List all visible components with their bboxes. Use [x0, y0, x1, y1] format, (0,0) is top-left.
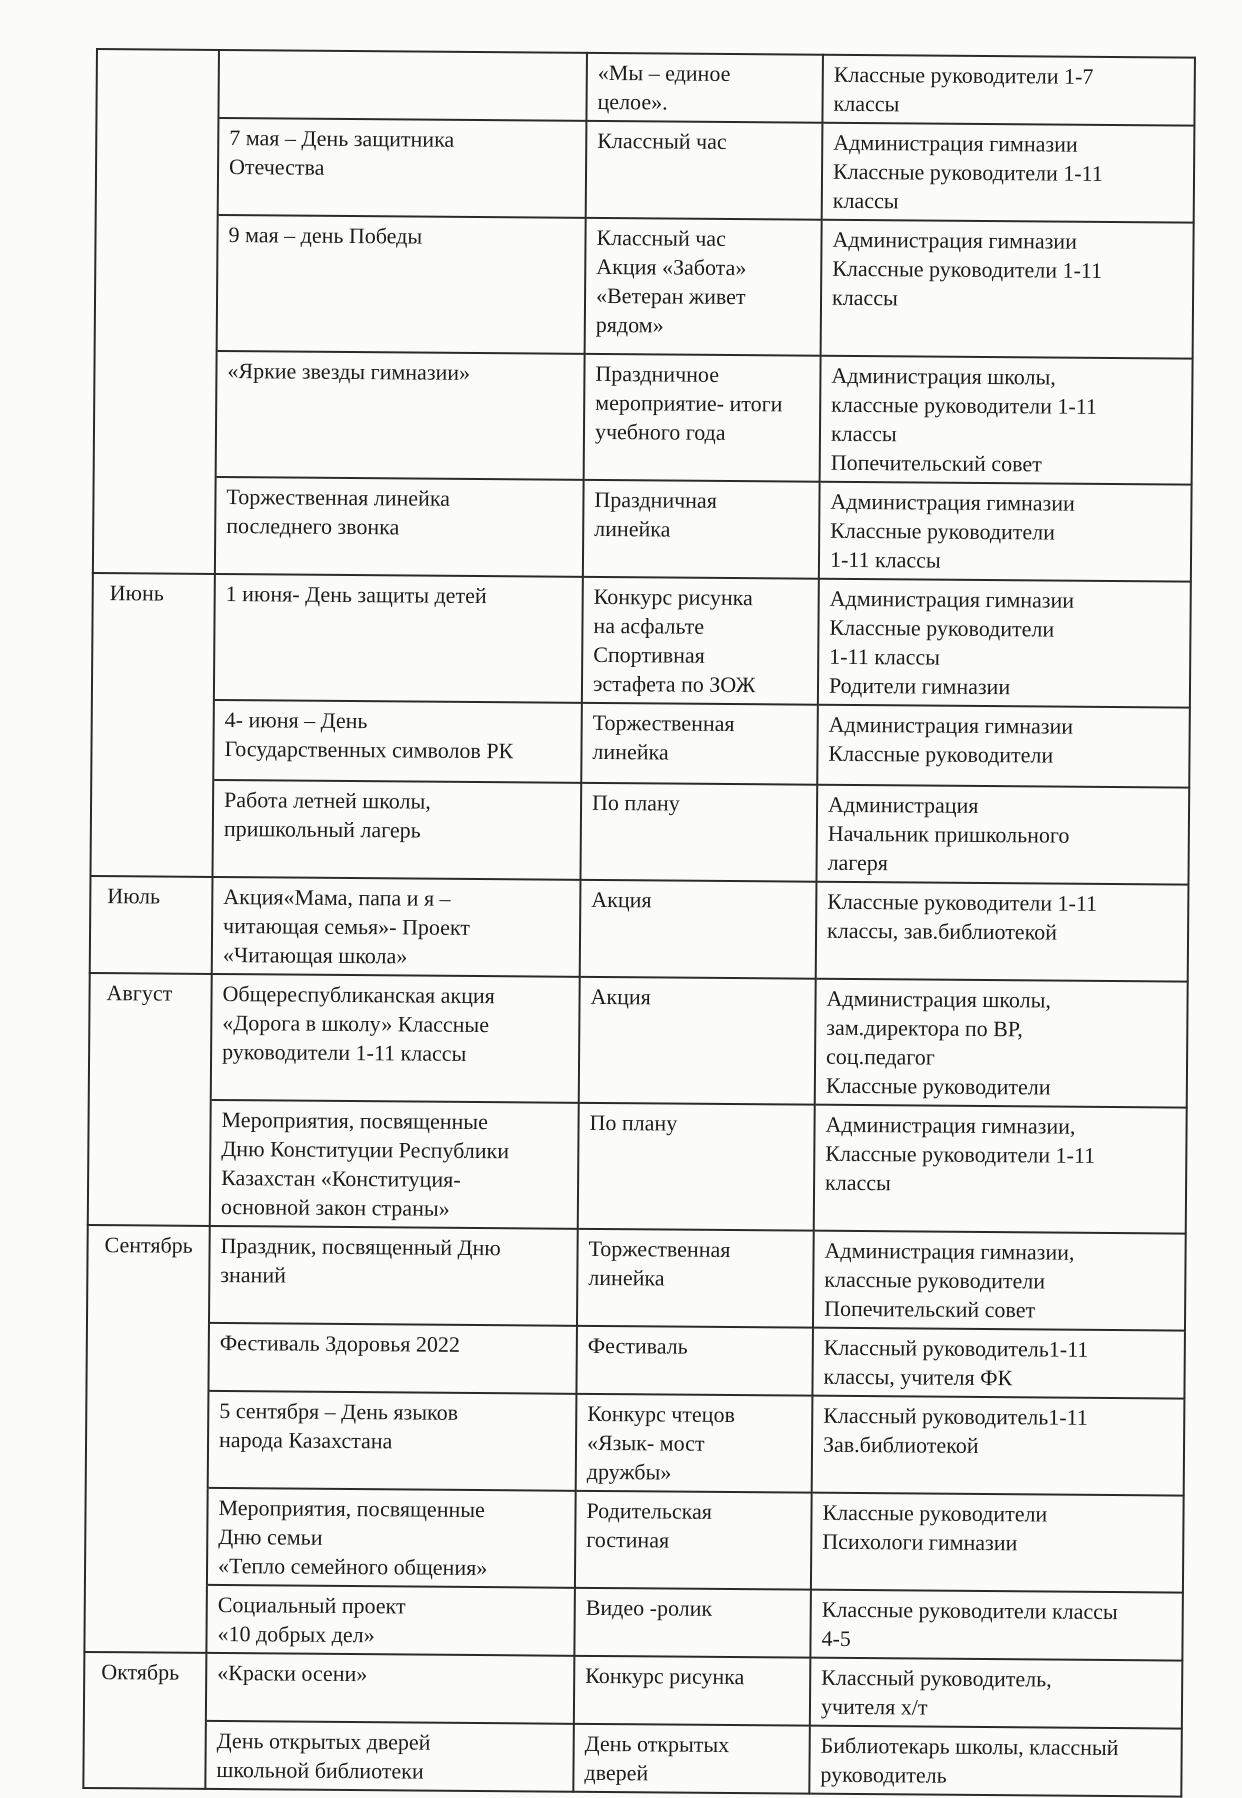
- event-cell: Мероприятия, посвященные Дню Конституции Республики Казахстан «Конституция- основной закон страны»: [210, 1100, 579, 1229]
- responsible-cell: Библиотекарь школы, классный руководитель: [809, 1726, 1182, 1797]
- month-cell: Август: [89, 973, 212, 1100]
- month-cell: [86, 1322, 209, 1391]
- event-cell: Праздник, посвященный Дню знаний: [209, 1226, 578, 1326]
- form-cell: По плану: [580, 783, 817, 882]
- event-cell: 4- июня – День Государственных символов РК: [213, 700, 582, 783]
- responsible-cell: Администрация Начальник пришкольного лагеря: [816, 785, 1189, 885]
- event-cell: «Краски осени»: [206, 1653, 575, 1724]
- form-cell: День открытых дверей: [573, 1724, 810, 1794]
- month-cell: Сентябрь: [87, 1225, 210, 1323]
- month-cell: [94, 350, 217, 477]
- form-cell: По плану: [578, 1103, 815, 1231]
- responsible-cell: Классные руководители Психологи гимназии: [811, 1493, 1184, 1593]
- responsible-cell: Администрация гимназии Классные руководители: [817, 705, 1190, 788]
- event-cell: Акция«Мама, папа и я – читающая семья»- Проект «Читающая школа»: [212, 877, 581, 977]
- form-cell: Конкурс чтецов «Язык- мост дружбы»: [576, 1394, 813, 1493]
- form-cell: Праздничное мероприятие- итоги учебного года: [584, 354, 821, 482]
- event-cell: Общереспубликанская акция «Дорога в школу» Классные руководители 1-11 классы: [211, 974, 580, 1103]
- events-plan-table: [82, 48, 1196, 1798]
- month-cell: [83, 1720, 206, 1789]
- form-cell: Акция: [579, 977, 816, 1105]
- event-cell: Фестиваль Здоровья 2022: [208, 1323, 577, 1394]
- responsible-cell: Администрация школы, классные руководители 1-11 классы Попечительский совет: [820, 356, 1193, 485]
- form-cell: Акция: [580, 880, 817, 979]
- form-cell: Торжественная линейка: [577, 1229, 814, 1328]
- responsible-cell: Администрация школы, зам.директора по ВР, соц.педагог Классные руководители: [815, 979, 1188, 1108]
- responsible-cell: Администрация гимназии, Классные руководители 1-11 классы: [814, 1105, 1187, 1234]
- table-row: [86, 1390, 1185, 1496]
- form-cell: Видео -ролик: [574, 1588, 811, 1658]
- month-cell: [84, 1584, 207, 1653]
- month-cell: [96, 49, 219, 118]
- table-row: [87, 1225, 1186, 1331]
- responsible-cell: Классные руководители классы 4-5: [810, 1590, 1183, 1661]
- table-row: [86, 1322, 1185, 1399]
- table-row: [95, 214, 1194, 359]
- month-cell: [86, 1390, 209, 1488]
- table-row: [96, 49, 1195, 126]
- responsible-cell: Администрация гимназии Классные руководители 1-11 классы: [819, 482, 1192, 582]
- event-cell: Торжественная линейка последнего звонка: [215, 477, 584, 577]
- responsible-cell: Классный руководитель, учителя х/т: [810, 1658, 1183, 1729]
- month-cell: Октябрь: [84, 1652, 207, 1721]
- form-cell: Родительская гостиная: [575, 1491, 812, 1590]
- event-cell: Социальный проект «10 добрых дел»: [206, 1585, 575, 1656]
- month-cell: [93, 476, 216, 574]
- table-row: [94, 350, 1193, 485]
- month-cell: [85, 1487, 208, 1585]
- event-cell: День открытых дверей школьной библиотеки: [205, 1721, 574, 1792]
- responsible-cell: Классный руководитель1-11 Зав.библиотекой: [812, 1396, 1185, 1496]
- responsible-cell: Администрация гимназии Классные руководители 1-11 классы: [822, 123, 1195, 223]
- month-cell: [90, 779, 213, 877]
- form-cell: Конкурс рисунка на асфальте Спортивная эстафета по ЗОЖ: [582, 577, 819, 705]
- form-cell: «Мы – единое целое».: [586, 53, 823, 123]
- event-cell: «Яркие звезды гимназии»: [216, 351, 585, 480]
- table-row: [91, 699, 1190, 788]
- table-row: [84, 1584, 1183, 1661]
- event-cell: [218, 50, 587, 121]
- form-cell: Праздничная линейка: [583, 480, 820, 579]
- month-cell: [91, 699, 214, 780]
- table-row: [84, 1652, 1183, 1729]
- month-cell: Июль: [90, 876, 213, 974]
- form-cell: Классный час Акция «Забота» «Ветеран живет рядом»: [585, 218, 822, 356]
- month-cell: [96, 117, 219, 215]
- table-row: [92, 573, 1191, 708]
- table-row: [90, 779, 1189, 885]
- responsible-cell: Администрация гимназии Классные руководители 1-11 классы Родители гимназии: [818, 579, 1191, 708]
- month-cell: Июнь: [92, 573, 215, 700]
- responsible-cell: Классные руководители 1-7 классы: [822, 55, 1195, 126]
- table-row: [89, 973, 1188, 1108]
- event-cell: 5 сентября – День языков народа Казахстана: [208, 1391, 577, 1491]
- form-cell: Фестиваль: [576, 1326, 813, 1396]
- form-cell: Торжественная линейка: [581, 703, 818, 785]
- table-row: [88, 1099, 1187, 1234]
- event-cell: Мероприятия, посвященные Дню семьи «Тепло семейного общения»: [207, 1488, 576, 1588]
- responsible-cell: Администрация гимназии, классные руководители Попечительский совет: [813, 1231, 1186, 1331]
- form-cell: Классный час: [586, 121, 823, 220]
- responsible-cell: Классный руководитель1-11 классы, учителя ФК: [812, 1328, 1185, 1399]
- table-row: [83, 1720, 1182, 1797]
- event-cell: 7 мая – День защитника Отечества: [218, 118, 587, 218]
- event-cell: Работа летней школы, пришкольный лагерь: [212, 780, 581, 880]
- responsible-cell: Классные руководители 1-11 классы, зав.библиотекой: [816, 882, 1189, 982]
- table-row: [85, 1487, 1184, 1593]
- responsible-cell: Администрация гимназии Классные руководители 1-11 классы: [821, 220, 1194, 359]
- month-cell: [88, 1099, 211, 1226]
- table-row: [90, 876, 1189, 982]
- form-cell: Конкурс рисунка: [574, 1656, 811, 1726]
- event-cell: 9 мая – день Победы: [217, 215, 586, 354]
- table-row: [93, 476, 1192, 582]
- table-row: [96, 117, 1195, 223]
- month-cell: [95, 214, 218, 351]
- event-cell: 1 июня- День защиты детей: [214, 574, 583, 703]
